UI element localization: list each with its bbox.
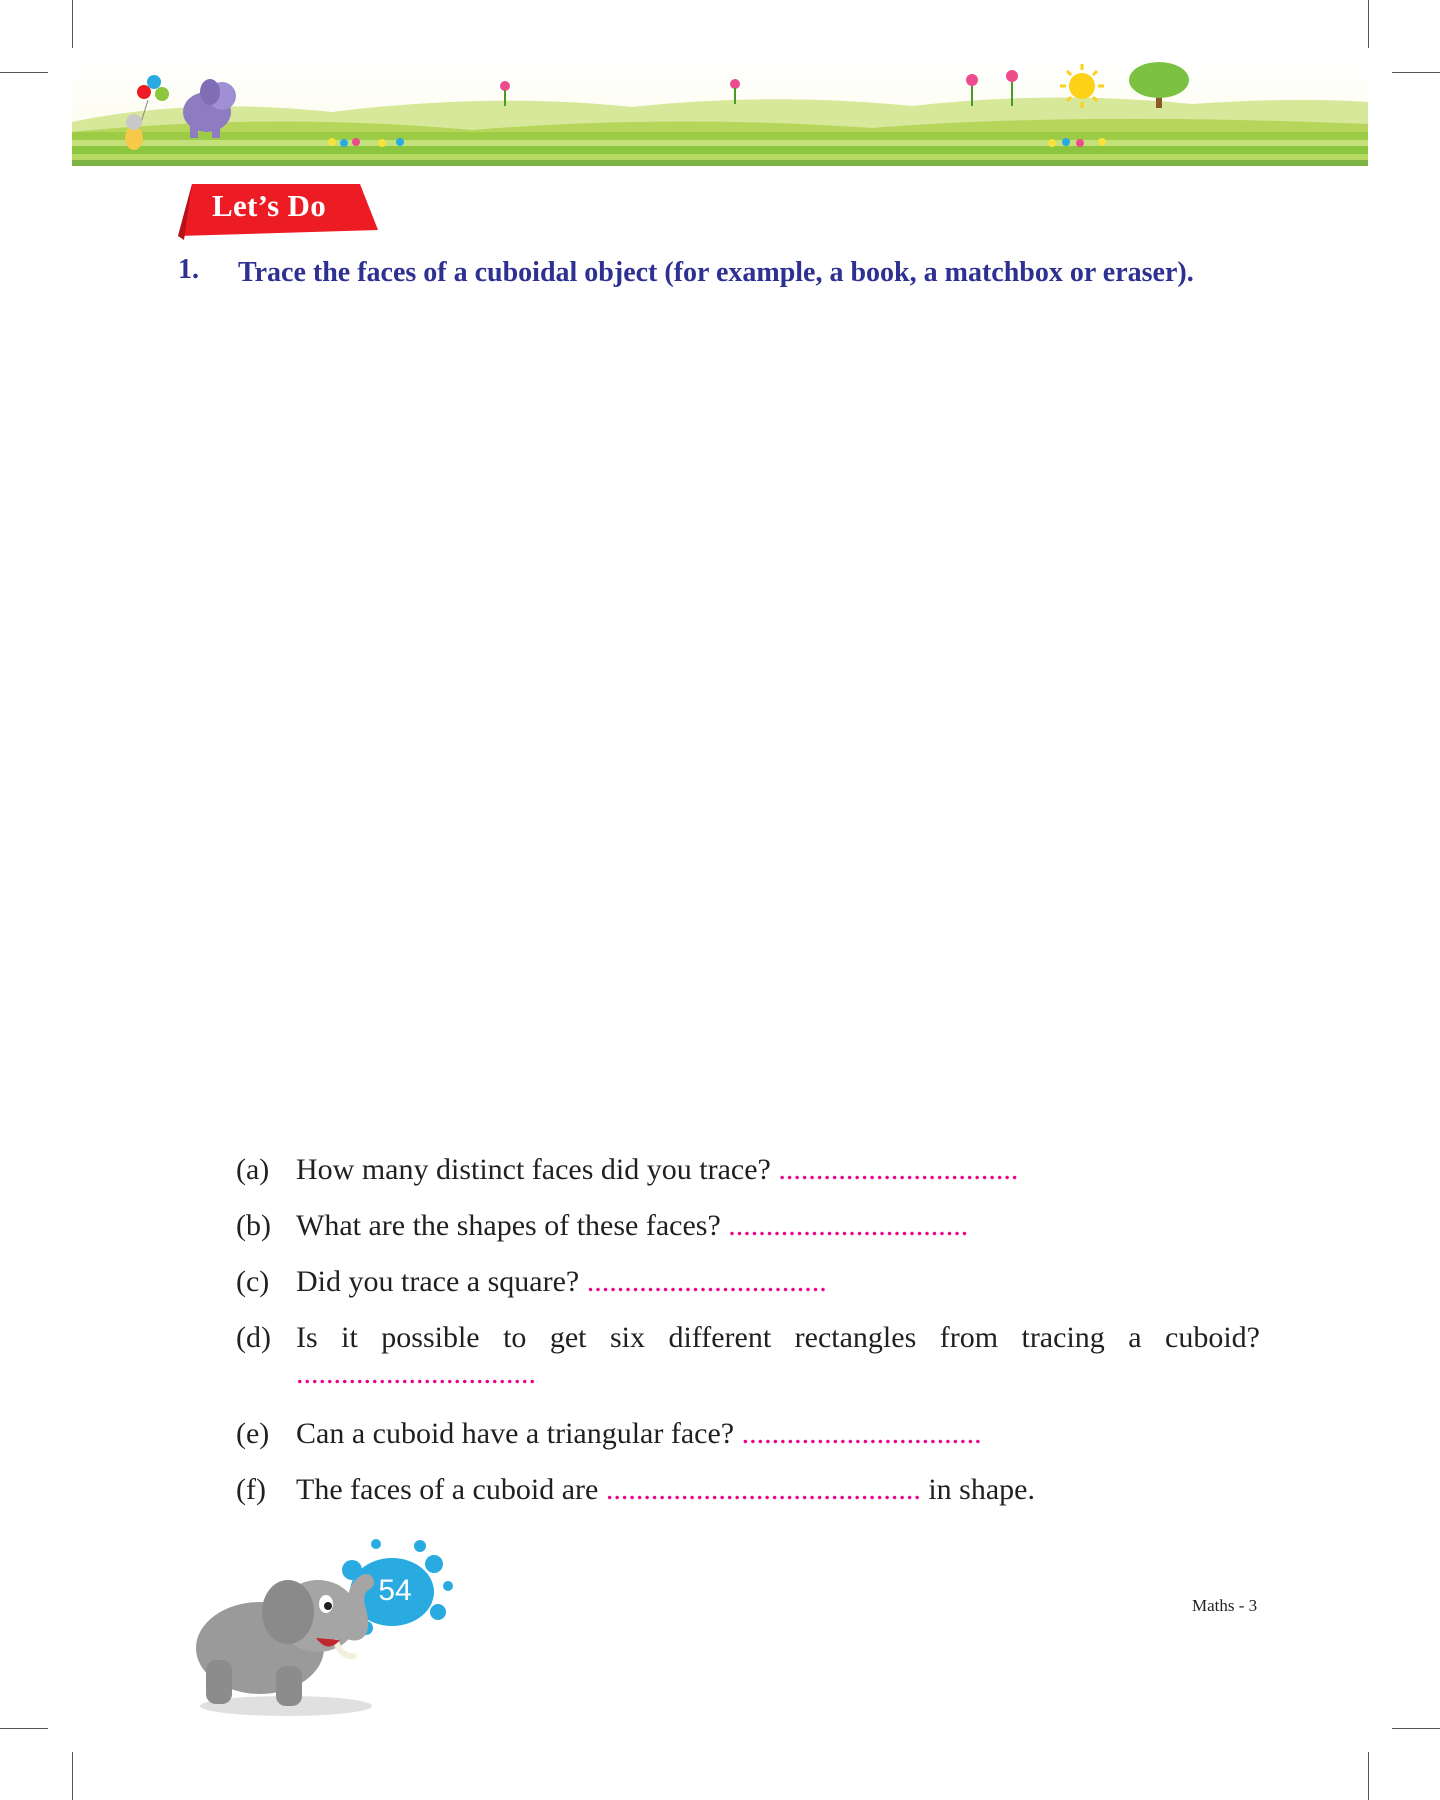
subquestion-d xyxy=(236,1318,1260,1394)
subquestion-text: How many distinct faces did you trace? xyxy=(296,1153,771,1186)
meadow-banner-illustration xyxy=(72,62,1368,166)
subquestion-text-after: in shape. xyxy=(928,1473,1035,1506)
subquestion-text: The faces of a cuboid are xyxy=(296,1473,599,1506)
elephant-mascot-illustration xyxy=(176,1520,456,1720)
section-tag-label: Let’s Do xyxy=(212,188,327,223)
crop-mark xyxy=(1368,0,1369,48)
subquestion-label: (f) xyxy=(236,1473,266,1506)
subquestion-c xyxy=(236,1262,827,1302)
subquestion-a xyxy=(236,1150,1018,1190)
crop-mark xyxy=(1368,1752,1369,1800)
crop-mark xyxy=(72,0,73,48)
question-number: 1. xyxy=(178,254,199,285)
subquestion-f xyxy=(236,1470,1035,1510)
crop-mark xyxy=(1392,1728,1440,1729)
subquestion-text: Can a cuboid have a triangular face? xyxy=(296,1417,735,1450)
subquestion-label: (b) xyxy=(236,1209,271,1242)
crop-mark xyxy=(1392,72,1440,73)
answer-blank[interactable]: ................................ xyxy=(586,1265,827,1298)
subquestion-label: (a) xyxy=(236,1153,270,1186)
crop-mark xyxy=(0,72,48,73)
book-title-footer: Maths - 3 xyxy=(1192,1596,1258,1615)
subquestion-text: What are the shapes of these faces? xyxy=(296,1209,721,1242)
crop-mark xyxy=(0,1728,48,1729)
answer-blank[interactable]: ................................ xyxy=(741,1417,982,1450)
page-number: 54 xyxy=(378,1574,412,1607)
subquestion-e xyxy=(236,1414,982,1454)
subquestion-label: (d) xyxy=(236,1321,271,1354)
subquestion-b xyxy=(236,1206,968,1246)
subquestion-label: (e) xyxy=(236,1417,270,1450)
crop-mark xyxy=(72,1752,73,1800)
answer-blank[interactable]: ................................ xyxy=(728,1209,969,1242)
subquestion-label: (c) xyxy=(236,1265,270,1298)
question-text: Trace the faces of a cuboidal object (for example, a book, a matchbox or eraser). xyxy=(238,257,1194,288)
answer-blank[interactable]: ................................ xyxy=(296,1357,536,1390)
subquestion-text: Is it possible to get six different rectangles from tracing a cuboid? xyxy=(296,1321,1260,1354)
answer-blank[interactable]: .......................................... xyxy=(605,1473,921,1506)
answer-blank[interactable]: ................................ xyxy=(778,1153,1019,1186)
subquestion-text: Did you trace a square? xyxy=(296,1265,580,1298)
